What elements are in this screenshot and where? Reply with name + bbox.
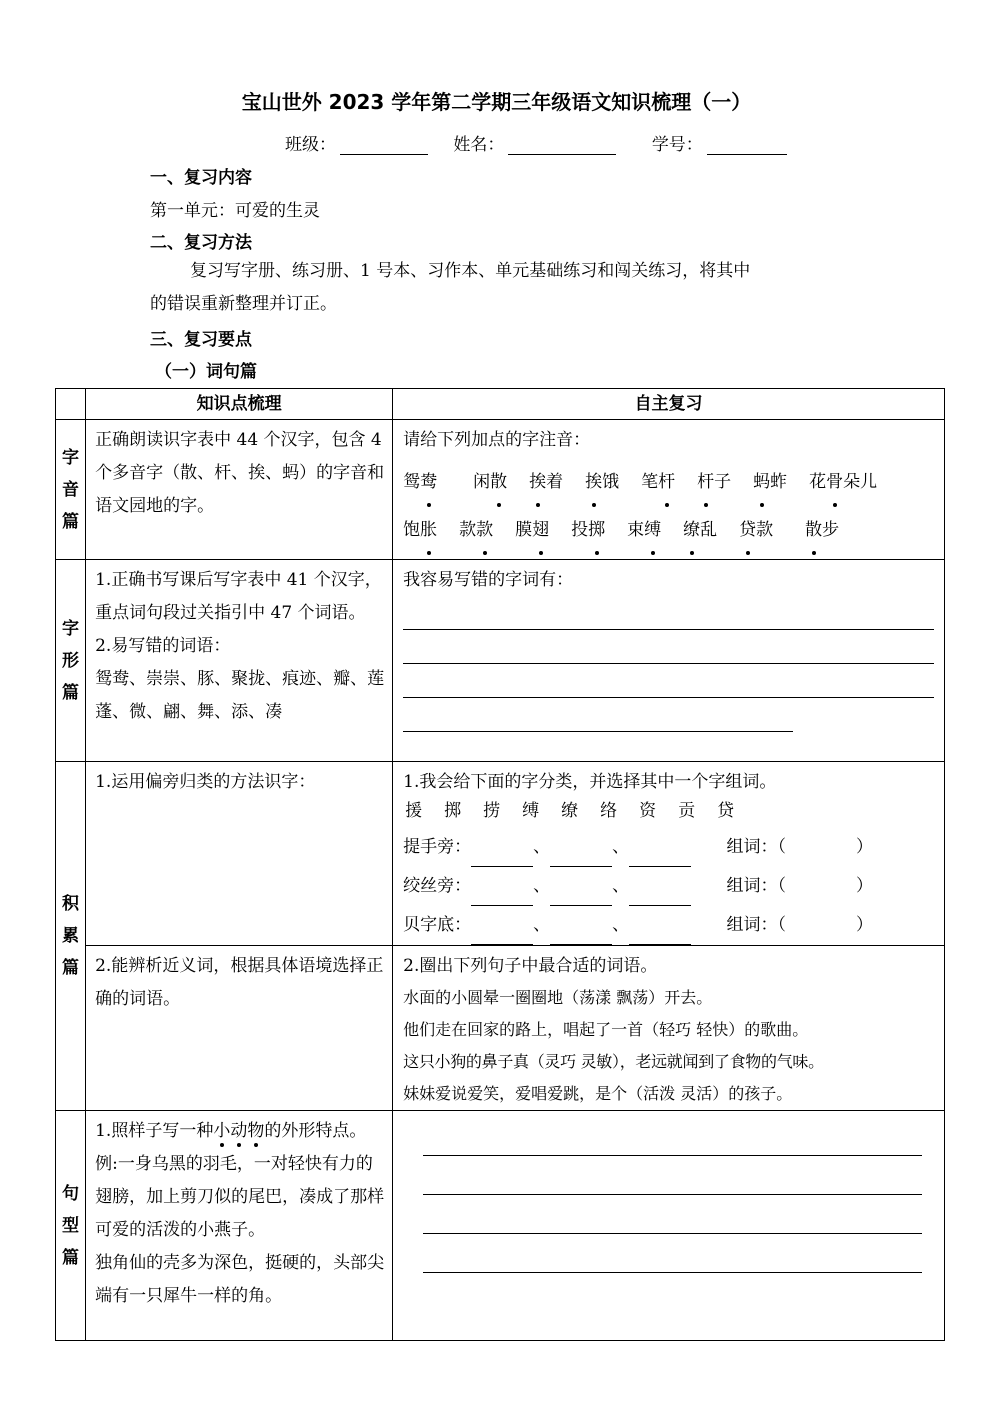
answer-line[interactable]	[403, 698, 793, 732]
word-item: 闲散	[473, 456, 507, 508]
category-pronunciation: 字 音 篇	[56, 420, 86, 560]
answer-line[interactable]	[423, 1234, 922, 1273]
row4-instruction: 1.照样子写一种小动物的外形特点。	[95, 1115, 384, 1148]
word-item: 贷款	[739, 504, 773, 556]
header-left: 知识点梳理	[86, 389, 393, 420]
sentence: 妹妹爱说爱笑，爱唱爱跳，是个（活泼 灵活）的孩子。	[403, 1084, 793, 1103]
table-row	[56, 420, 945, 560]
blank[interactable]	[471, 887, 533, 906]
name-blank[interactable]	[508, 136, 616, 155]
word-item: 款款	[459, 504, 493, 556]
word-list-2	[403, 504, 934, 556]
category-sentence: 句 型 篇	[56, 1111, 86, 1341]
word-item: 挨饿	[585, 456, 619, 508]
row2-knowledge	[86, 560, 393, 762]
row4-review	[393, 1111, 945, 1341]
word-item: 挨着	[529, 456, 563, 508]
sentence: 水面的小圆晕一圈圈地（荡漾 飘荡）开去。	[403, 988, 713, 1007]
table-row	[56, 946, 945, 1111]
word-item: 束缚	[627, 504, 661, 556]
radical-row-3: 贝字底： 、 、 组词：（ ）	[403, 906, 934, 945]
radical-row-2: 绞丝旁： 、 、 组词：（ ）	[403, 867, 934, 906]
category-accumulation: 积 累 篇	[56, 762, 86, 1111]
row3a-prompt: 1.我会给下面的字分类，并选择其中一个字组词。	[403, 772, 777, 792]
blank[interactable]	[550, 887, 612, 906]
answer-line[interactable]	[423, 1156, 922, 1195]
row3b-prompt: 2.圈出下列句子中最合适的词语。	[403, 956, 658, 976]
header-empty	[56, 389, 86, 420]
row3b-review	[393, 946, 945, 1111]
word-item: 花骨朵儿	[809, 456, 877, 508]
emphasis-word: 小动物	[213, 1121, 264, 1141]
blank[interactable]	[471, 848, 533, 867]
answer-line[interactable]	[423, 1117, 922, 1156]
number-label: 学号：	[651, 135, 703, 155]
student-info	[285, 130, 787, 155]
blank[interactable]	[629, 926, 691, 945]
section-2-text-1: 复习写字册、练习册、1 号本、习作本、单元基础练习和闯关练习，将其中	[190, 261, 751, 281]
class-blank[interactable]	[340, 136, 428, 155]
section-3-heading: 三、复习要点	[150, 330, 252, 350]
sentence: 他们走在回家的路上，唱起了一首（轻巧 轻快）的歌曲。	[403, 1020, 809, 1039]
word-item: 散步	[805, 504, 839, 556]
word-item: 鸳鸯	[403, 456, 437, 508]
word-item: 饱胀	[403, 504, 437, 556]
word-item: 笔杆	[641, 456, 675, 508]
page-title: 宝山世外 2023 学年第二学期三年级语文知识梳理（一）	[241, 90, 752, 114]
row4-example: 例:一身乌黑的羽毛，一对轻快有力的翅膀，加上剪刀似的尾巴，凑成了那样可爱的活泼的小燕子。	[95, 1154, 385, 1240]
section-1-text: 第一单元：可爱的生灵	[150, 201, 320, 221]
table-row	[56, 560, 945, 762]
word-item: 投掷	[571, 504, 605, 556]
word-item: 缭乱	[683, 504, 717, 556]
row2-error-words: 鸳鸯、崇崇、豚、聚拢、痕迹、瓣、莲蓬、微、翩、舞、添、凑	[95, 669, 385, 722]
row2-review	[393, 560, 945, 762]
row2-point-1: 1.正确书写课后写字表中 41 个汉字，重点词句段过关指引中 47 个词语。	[95, 570, 382, 623]
class-label: 班级：	[285, 135, 336, 155]
answer-line[interactable]	[423, 1195, 922, 1234]
section-3-sub: （一）词句篇	[155, 362, 257, 382]
header-right: 自主复习	[393, 389, 945, 420]
table-header	[56, 389, 945, 420]
sentence: 这只小狗的鼻子真（灵巧 灵敏），老远就闻到了食物的气味。	[403, 1052, 824, 1071]
word-item: 膜翅	[515, 504, 549, 556]
section-2-heading: 二、复习方法	[150, 233, 252, 253]
blank[interactable]	[471, 926, 533, 945]
word-item: 蚂蚱	[753, 456, 787, 508]
radical-row-1: 提手旁： 、 、 组词：（ ）	[403, 828, 934, 867]
row3b-knowledge: 2.能辨析近义词，根据具体语境选择正确的词语。	[86, 946, 393, 1111]
answer-line[interactable]	[403, 664, 934, 698]
row1-prompt: 请给下列加点的字注音：	[403, 430, 591, 450]
blank[interactable]	[550, 926, 612, 945]
table-row	[56, 762, 945, 946]
blank[interactable]	[629, 848, 691, 867]
section-2-text-2: 的错误重新整理并订正。	[150, 294, 337, 314]
word-list-1	[403, 456, 934, 508]
row3a-review	[393, 762, 945, 946]
row4-sample: 独角仙的壳多为深色，挺硬的，头部尖端有一只犀牛一样的角。	[95, 1253, 385, 1306]
row2-point-2: 2.易写错的词语：	[95, 636, 231, 656]
number-blank[interactable]	[707, 136, 787, 155]
answer-line[interactable]	[403, 630, 934, 664]
name-label: 姓名：	[453, 135, 505, 155]
answer-line[interactable]	[403, 596, 934, 630]
blank[interactable]	[629, 887, 691, 906]
review-table	[55, 388, 945, 1341]
row2-prompt: 我容易写错的字词有：	[403, 570, 574, 590]
category-form: 字 形 篇	[56, 560, 86, 762]
row1-knowledge: 正确朗读识字表中 44 个汉字，包含 4 个多音字（散、杆、挨、蚂）的字音和语文园地的字。	[86, 420, 393, 560]
word-item: 杆子	[697, 456, 731, 508]
row3a-knowledge: 1.运用偏旁归类的方法识字：	[86, 762, 393, 946]
row4-knowledge	[86, 1111, 393, 1341]
row1-review	[393, 420, 945, 560]
char-list: 援 掷 捞 缚 缭 络 资 贡 贷	[405, 801, 735, 821]
blank[interactable]	[550, 848, 612, 867]
table-row	[56, 1111, 945, 1341]
section-1-heading: 一、复习内容	[150, 168, 252, 188]
